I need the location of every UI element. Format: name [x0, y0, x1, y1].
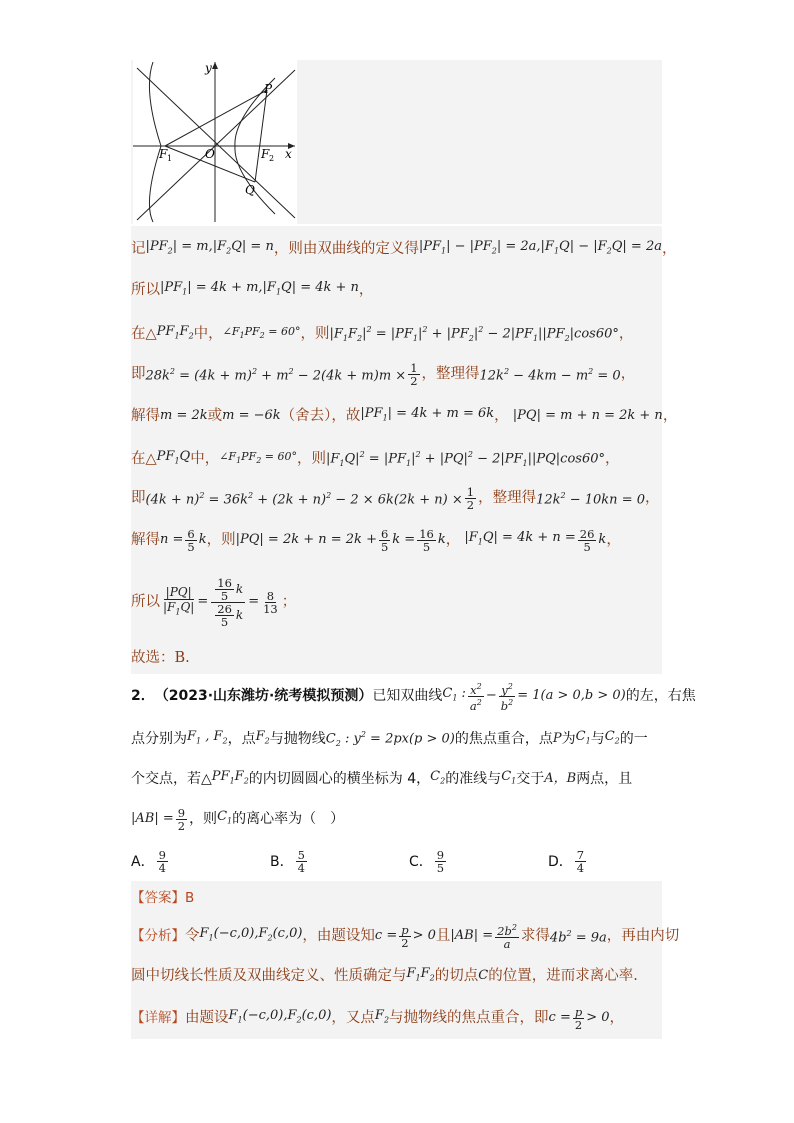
text: 的一 [619, 731, 648, 748]
text: 所以 [131, 282, 160, 299]
text: 令 [185, 928, 200, 944]
question-line-1 [131, 681, 696, 713]
question-line-3 [131, 767, 662, 792]
math: k [598, 532, 607, 547]
fraction: $\frac{7}{4}$ [576, 847, 585, 875]
math: $|F_1Q| = 4k + n$ = [460, 529, 576, 547]
option-b[interactable] [270, 844, 309, 878]
text: 的位置，进而求离心率. [488, 968, 638, 985]
math: m = −6k [222, 408, 281, 424]
math: $12k^2 - 10kn = 0$ [536, 490, 645, 508]
option-c[interactable] [409, 844, 448, 878]
math: $C_1$ [501, 769, 517, 786]
fraction: $\frac{6}{5}$ [187, 526, 195, 554]
text: ，点 [227, 731, 256, 748]
text: 记 [131, 241, 146, 258]
text: ，再由内切 [606, 928, 680, 944]
math: c = [374, 928, 398, 943]
fraction: $\frac{y^2}{b^2}$ [500, 681, 514, 713]
math: $C_1$ [217, 808, 233, 826]
option-d[interactable] [548, 844, 588, 878]
text: ，则 [189, 811, 218, 827]
math: |AB| = [131, 811, 174, 826]
math: |AB| = [450, 928, 494, 943]
fraction: $\frac{1}{2}$ [410, 360, 418, 388]
text: ，由题设知 [302, 928, 375, 944]
detail-line-1: 【详解】 由题设 $F_1(-c,0),F_2(c,0)$ ，又点 $F_2$ 与抛物线的焦点重合，即 c = $\frac{p}{2}$ > 0 ， [131, 1004, 625, 1032]
math: $F_2$ [374, 1007, 390, 1025]
text: 即 [131, 490, 146, 506]
fraction: $\frac{9}{4}$ [158, 847, 166, 875]
text: ，整理得 [421, 366, 480, 382]
text: 的准线与 [445, 771, 502, 788]
math: |PQ| = m + n = 2k + n [508, 408, 663, 424]
option-letter: A． [131, 854, 155, 870]
math: − [485, 688, 497, 703]
text: 与 [590, 731, 605, 748]
math: $|PF_1| - |PF_2| = 2a,|F_1Q| - |F_2Q| = 2a$ [418, 239, 662, 256]
solution-line-8: 解得 n = $\frac{6}{5}$ k ，则 |PQ| = 2k + n = 2k + $\frac{6}{5}$ k = $\frac{16}{5}$ k ， $|F_1Q| = 4k + n$ = $\frac{26}{5}$ k ， [131, 526, 621, 554]
analysis-tag: 【分析】 [131, 928, 185, 944]
question-number: 2． [131, 688, 155, 704]
text: 的离心率为（ ） [232, 811, 345, 827]
fraction: $\frac{5}{4}$ [297, 847, 305, 875]
math: $C_1$ : [442, 685, 466, 703]
math: k [437, 532, 446, 547]
hyperbola-figure-panel [131, 60, 662, 224]
fraction: $\frac{1}{2}$ [466, 484, 475, 512]
fraction: $\frac{x^2}{a^2}$ [469, 681, 482, 713]
math: $4b^2 = 9a$ [549, 928, 607, 946]
math: $F_1$ , $F_2$ [187, 729, 228, 746]
detail-tag: 【详解】 [131, 1010, 185, 1026]
text: 在△ [131, 326, 157, 343]
math: $12k^2 - 4km - m^2 = 0$ [479, 366, 621, 384]
text: ，则由双曲线的定义得 [273, 241, 419, 258]
text: ，整理得 [478, 490, 537, 506]
solution-choose [131, 648, 662, 668]
question-line-4 [131, 804, 662, 834]
text: ，又点 [331, 1010, 375, 1026]
math: n = [160, 532, 184, 547]
math: $C_1$ [575, 729, 591, 746]
label-y: y [205, 61, 212, 75]
solution-line-7: 即 $(4k + n)^2 = 36k^2 + (2k + n)^2 - 2 \times 6k(2k + n)$ × $\frac{1}{2}$ ，整理得 $12k^2 - 10kn = 0$ ， [131, 484, 660, 512]
fraction: $\frac{9}{2}$ [177, 805, 186, 833]
solution-line-9: 所以 $\frac{|PQ|}{|F_1Q|}$ = $\frac{16}{5}$ k $\frac{26}{5}$ k = $\frac{8}{13}$ ； [131, 575, 297, 629]
solution-line-6: 在△ $PF_1Q$ 中， $\angle F_1PF_2 = 60^\circ$ ，则 $|F_1Q|^2 = |PF_1|^2 + |PQ|^2 - 2|PF_1||PQ|\cos 60^\circ$ ， [131, 445, 662, 474]
text: 的内切圆圆心的横坐标为 4， [248, 771, 431, 788]
text: 两点，且 [576, 771, 633, 788]
text: ，则 [300, 326, 330, 343]
text: 由题设 [185, 1010, 229, 1026]
label-O: O [205, 147, 215, 161]
label-x: x [285, 147, 292, 161]
fraction: $\frac{16}{5}$ [419, 526, 434, 554]
question-source: （2023·山东潍坊·统考模拟预测） [154, 688, 373, 704]
math: $C_2$ : $y^2 = 2px(p > 0)$ [325, 730, 455, 748]
text: ，则 [297, 451, 327, 468]
math: > 0 [586, 1010, 610, 1025]
math: $C_2$ [604, 729, 620, 746]
text: 个交点，若△ [131, 771, 212, 788]
text: 与抛物线的焦点重合，即 [389, 1010, 549, 1026]
solution-line-5: 解得 m = 2k 或 m = −6k （舍去），故 $|PF_1| = 4k + m = 6k$ ， |PQ| = m + n = 2k + n ， [131, 404, 662, 429]
answer-options [131, 844, 662, 878]
math: = [248, 594, 260, 609]
text: 的焦点重合，点 [454, 731, 553, 748]
label-F2-sub: 2 [269, 154, 275, 163]
math: $F_2$ [255, 729, 270, 746]
math: C [478, 968, 489, 984]
fraction: $\frac{26}{5}$ [579, 526, 595, 554]
text: 圆中切线长性质及双曲线定义、性质确定与 [131, 968, 407, 985]
text: 与抛物线 [269, 731, 326, 748]
text: 已知双曲线 [372, 688, 443, 704]
math: $PF_1F_2$ [211, 769, 249, 786]
hyperbola-diagram [131, 60, 662, 224]
option-letter: C． [409, 854, 433, 870]
math: |PQ| = 2k + n = 2k + [235, 532, 377, 547]
math: $F_1F_2$ [406, 966, 435, 983]
math: $|PF_1| = 4k + m,|F_1Q| = 4k + n$ [160, 280, 359, 297]
math: A，B [544, 771, 577, 787]
label-F1: F [159, 147, 168, 161]
text: ，则 [206, 532, 236, 548]
math: = [197, 594, 209, 609]
text: 中， [190, 451, 220, 468]
text: 故选：B. [131, 650, 190, 666]
text: 即 [131, 366, 146, 382]
text: 中， [193, 326, 223, 343]
text: 的切点 [434, 968, 479, 985]
fraction: $\frac{8}{13}$ [263, 588, 278, 616]
math: $|PF_1| = 4k + m = 6k$ [360, 406, 495, 423]
text: 解得 [131, 532, 160, 548]
analysis-line-2 [131, 964, 662, 989]
label-F1-sub: 1 [167, 154, 173, 163]
solution-line-1: 记 $|PF_2| = m,|F_2Q| = n$ ，则由双曲线的定义得 $|PF_1| - |PF_2| = 2a,|F_1Q| - |F_2Q| = 2a$ ， [131, 237, 662, 262]
math: $PF_1Q$ [156, 449, 191, 466]
math: $F_1(-c,0),F_2(c,0)$ [199, 925, 303, 943]
solution-line-2: 所以 $|PF_1| = 4k + m,|F_1Q| = 4k + n$ ， [131, 278, 662, 303]
answer-value: B [185, 890, 195, 906]
text: 求得 [520, 928, 550, 944]
math: $\angle F_1PF_2 = 60^\circ$ [222, 325, 301, 341]
math: $28k^2 = (4k + m)^2 + m^2 - 2(4k + m)m$ × [145, 366, 407, 384]
option-letter: D． [548, 854, 573, 870]
text: 或 [207, 408, 223, 425]
math: $PF_1F_2$ [156, 324, 194, 341]
text: 为 [561, 731, 576, 748]
label-P: P [264, 82, 273, 96]
fraction: $\frac{p}{2}$ [574, 1004, 583, 1032]
analysis-line-1 [131, 922, 680, 951]
fraction: $\frac{16}{5}$ k $\frac{26}{5}$ k [211, 577, 245, 628]
text: 点分别为 [131, 731, 187, 748]
math: $|F_1F_2|^2 = |PF_1|^2 + |PF_2|^2 - 2|PF_1||PF_2|\cos 60^\circ$ [329, 325, 619, 343]
question-line-2 [131, 725, 662, 754]
fraction: $\frac{|PQ|}{|F_1Q|}$ [163, 584, 195, 617]
math: $(4k + n)^2 = 36k^2 + (2k + n)^2 - 2 \times 6k(2k + n)$ × [145, 490, 463, 508]
math: $\angle F_1PF_2 = 60^\circ$ [219, 450, 298, 466]
option-letter: B． [270, 854, 294, 870]
text: 在△ [131, 451, 157, 468]
math: m = 2k [160, 408, 208, 424]
math: P [552, 731, 562, 747]
solution-line-3: 在△ $PF_1F_2$ 中， $\angle F_1PF_2 = 60^\circ$ ，则 $|F_1F_2|^2 = |PF_1|^2 + |PF_2|^2 - 2|PF_1||PF_2|\cos 60^\circ$ ， [131, 320, 662, 349]
math: $|F_1Q|^2 = |PF_1|^2 + |PQ|^2 - 2|PF_1||PQ|\cos 60^\circ$ [326, 450, 606, 468]
fraction: $\frac{p}{2}$ [401, 922, 409, 950]
fraction: $\frac{2b^2}{a}$ [497, 923, 517, 951]
math: $F_1(-c,0),F_2(c,0)$ [228, 1007, 332, 1025]
math: $C_2$ [430, 769, 446, 786]
fraction: $\frac{6}{5}$ [380, 526, 389, 554]
text: （舍去），故 [280, 408, 361, 425]
text: 的左，右焦 [625, 688, 696, 704]
math: c = [548, 1010, 571, 1025]
answer-tag: 【答案】 [131, 890, 185, 906]
text: 且 [435, 928, 451, 944]
fraction: $\frac{9}{5}$ [436, 847, 445, 875]
math: k = [392, 532, 416, 547]
label-Q: Q [245, 183, 255, 197]
text: 交于 [516, 771, 545, 788]
option-a[interactable] [131, 844, 170, 878]
solution-line-4: 即 $28k^2 = (4k + m)^2 + m^2 - 2(4k + m)m$ × $\frac{1}{2}$ ，整理得 $12k^2 - 4km - m^2 = 0$ ， [131, 360, 636, 388]
label-F2: F [261, 147, 270, 161]
answer-line [131, 888, 662, 908]
math: k [198, 532, 207, 547]
math: = 1(a > 0,b > 0) [517, 688, 626, 703]
math: $|PF_2| = m,|F_2Q| = n$ [145, 239, 274, 256]
text: 所以 [131, 594, 160, 610]
math: > 0 [412, 928, 436, 943]
text: 解得 [131, 408, 160, 425]
